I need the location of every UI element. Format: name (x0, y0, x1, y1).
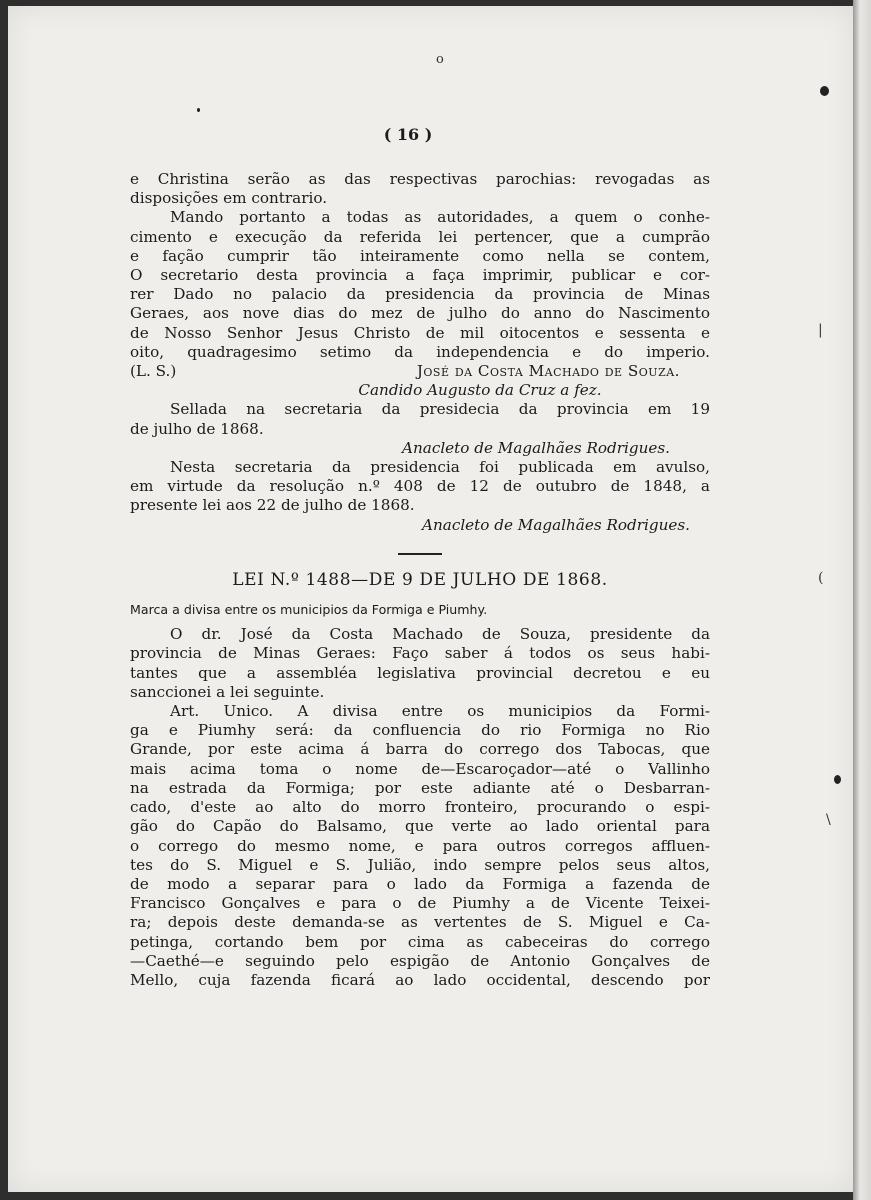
text-line: Mando portanto a todas as autoridades, a quem o conhe- (170, 208, 710, 227)
margin-mark: | (818, 322, 823, 338)
text-line: sanccionei a lei seguinte. (130, 682, 325, 701)
text-line: cimento e execução da referida lei pertencer, que a cumprão (130, 227, 710, 246)
text-line: mais acima toma o nome de—Escaroçador—até o Vallinho (130, 759, 710, 778)
text-line: oito, quadragesimo setimo da independencia e do imperio. (130, 342, 710, 361)
text-line: tes do S. Miguel e S. Julião, indo sempre pelos seus altos, (130, 855, 710, 874)
published-signature: Anacleto de Magalhães Rodrigues. (422, 515, 690, 534)
signature-row (130, 362, 710, 381)
text-line: e Christina serão as das respectivas parochias: revogadas as (130, 170, 710, 188)
text-line: O dr. José da Costa Machado de Souza, presidente da (170, 625, 710, 644)
text-line: Geraes, aos nove dias do mez de julho do anno do Nascimento (130, 304, 710, 323)
margin-mark: \ (826, 812, 831, 828)
ink-speck (820, 86, 829, 96)
law-summary: Marca a divisa entre os municipios da Formiga e Piumhy. (130, 602, 488, 618)
text-line: —Caethé—e seguindo pelo espigão de Antonio Gonçalves de (130, 951, 710, 970)
text-line: petinga, cortando bem por cima as cabeceiras do corrego (130, 932, 710, 951)
text-line: de modo a separar para o lado da Formiga a fazenda de (130, 874, 710, 893)
page-number: ( 16 ) (383, 125, 433, 144)
clerk-line: Candido Augusto da Cruz a fez. (358, 381, 602, 400)
text-line: presente lei aos 22 de julho de 1868. (130, 496, 415, 515)
text-line: em virtude da resolução n.º 408 de 12 de outubro de 1848, a (130, 477, 710, 496)
sealed-signature: Anacleto de Magalhães Rodrigues. (402, 438, 670, 457)
ink-speck (197, 108, 200, 112)
text-line: cado, d'este ao alto do morro fronteiro, procurando o espi- (130, 798, 710, 817)
text-line: de Nosso Senhor Jesus Christo de mil oitocentos e sessenta e (130, 323, 710, 342)
text-line: e fação cumprir tão inteiramente como nella se contem, (130, 246, 710, 265)
text-line: tantes que a assembléa legislativa provincial decretou e eu (130, 663, 710, 682)
text-line: Nesta secretaria da presidencia foi publicada em avulso, (170, 458, 710, 477)
text-line: provincia de Minas Geraes: Faço saber á todos os seus habi- (130, 644, 710, 663)
text-line: ga e Piumhy será: da confluencia do rio Formiga no Rio (130, 721, 710, 740)
text-line: gão do Capão do Balsamo, que verte ao lado oriental para (130, 817, 710, 836)
page-edge (853, 0, 871, 1200)
governor-signature: José da Costa Machado de Souza. (416, 362, 680, 381)
text-line: de julho de 1868. (130, 419, 264, 438)
law-title: LEI N.º 1488—DE 9 DE JULHO DE 1868. (232, 569, 608, 590)
seal-mark: (L. S.) (130, 362, 177, 381)
top-mark: o (436, 52, 444, 67)
text-line: ra; depois deste demanda-se as vertentes de S. Miguel e Ca- (130, 913, 710, 932)
text-line: disposições em contrario. (130, 189, 328, 208)
text-line: o corrego do mesmo nome, e para outros corregos affluen- (130, 836, 710, 855)
text-line: rer Dado no palacio da presidencia da provincia de Minas (130, 285, 710, 304)
text-line: Grande, por este acima á barra do corrego dos Tabocas, que (130, 740, 710, 759)
section-divider (398, 553, 442, 555)
text-line: Mello, cuja fazenda ficará ao lado occidental, descendo por (130, 970, 710, 989)
text-line: na estrada da Formiga; por este adiante até o Desbarran- (130, 778, 710, 797)
text-line: Francisco Gonçalves e para o de Piumhy a de Vicente Teixei- (130, 894, 710, 913)
ink-speck (834, 775, 841, 784)
page-text (130, 170, 710, 990)
text-line: Art. Unico. A divisa entre os municipios da Formi- (170, 702, 710, 721)
margin-mark: ( (818, 570, 824, 586)
text-line: Sellada na secretaria da presidecia da provincia em 19 (170, 400, 710, 419)
text-line: O secretario desta provincia a faça imprimir, publicar e cor- (130, 266, 710, 285)
